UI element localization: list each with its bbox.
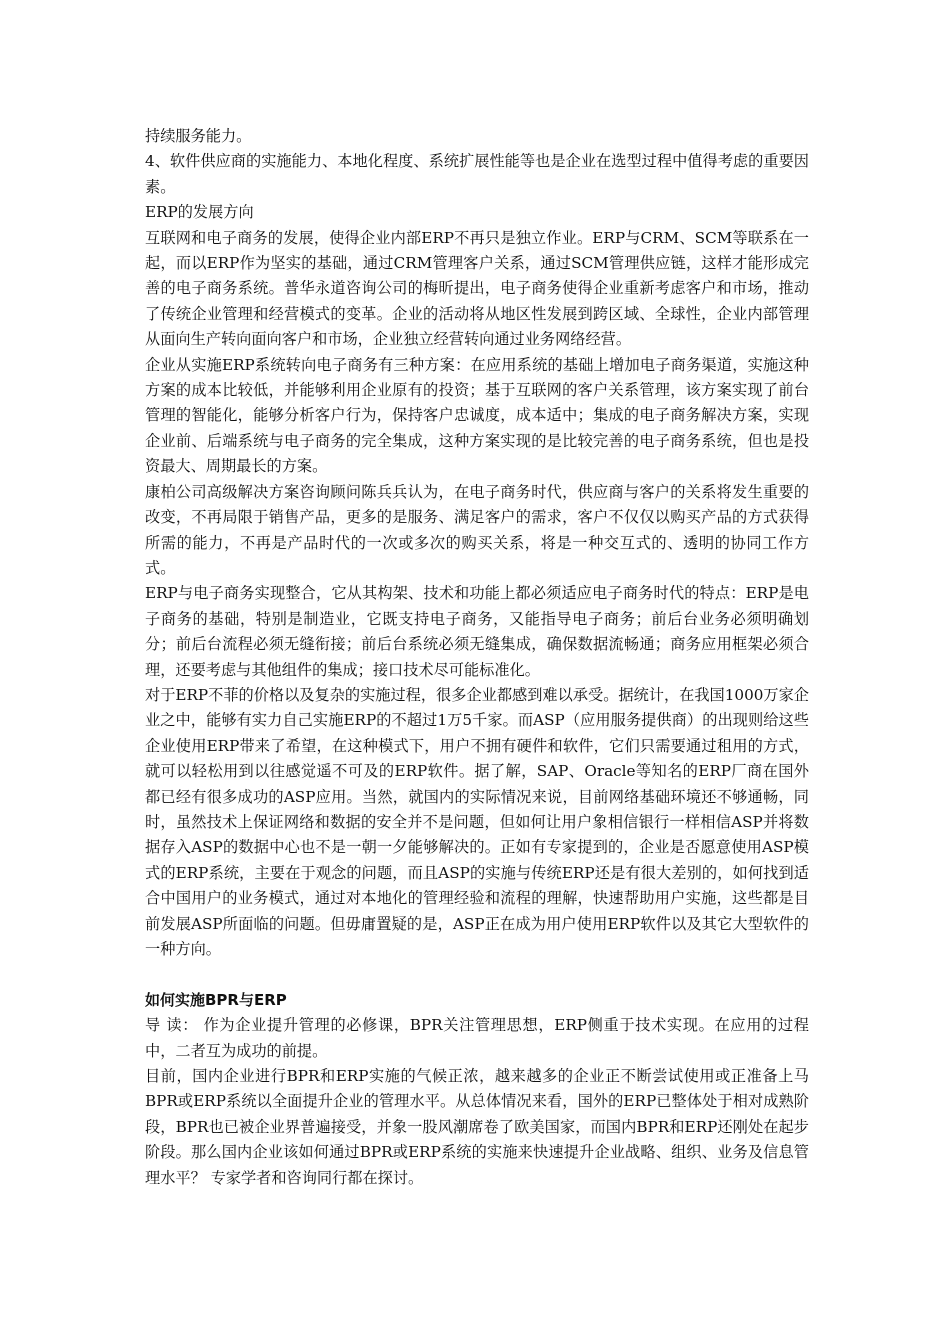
paragraph: 导 读： 作为企业提升管理的必修课，BPR关注管理思想，ERP侧重于技术实现。在应用的过程中，二者互为成功的前提。 (145, 1016, 809, 1060)
paragraph: ERP与电子商务实现整合，它从其构架、技术和功能上都必须适应电子商务时代的特点：ERP是电子商务的基础，特别是制造业，它既支持电子商务，又能指导电子商务；前后台业务必须明确划分；前后台流程必须无缝衔接；前后台系统必须无缝集成，确保数据流畅通；商务应用框架必须合理，还要考虑与其他组件的集成；接口技术尽可能标准化。 (145, 584, 809, 679)
blank-line (145, 962, 809, 987)
paragraph: 康柏公司高级解决方案咨询顾问陈兵兵认为，在电子商务时代，供应商与客户的关系将发生重要的改变，不再局限于销售产品，更多的是服务、满足客户的需求，客户不仅仅以购买产品的方式获得所需的能力，不再是产品时代的一次或多次的购买关系，将是一种交互式的、透明的协同工作方式。 (145, 482, 809, 577)
section-heading: ERP的发展方向 (145, 203, 254, 222)
document-page (145, 124, 809, 1191)
section-title: 如何实施BPR与ERP (145, 990, 287, 1009)
paragraph: 4、软件供应商的实施能力、本地化程度、系统扩展性能等也是企业在选型过程中值得考虑的重要因素。 (145, 152, 809, 196)
paragraph: 企业从实施ERP系统转向电子商务有三种方案：在应用系统的基础上增加电子商务渠道，实施这种方案的成本比较低，并能够利用企业原有的投资；基于互联网的客户关系管理，该方案实现了前台管理的智能化，能够分析客户行为，保持客户忠诚度，成本适中；集成的电子商务解决方案，实现企业前、后端系统与电子商务的完全集成，这种方案实现的是比较完善的电子商务系统，但也是投资最大、周期最长的方案。 (145, 355, 809, 476)
paragraph: 互联网和电子商务的发展，使得企业内部ERP不再只是独立作业。ERP与CRM、SCM等联系在一起，而以ERP作为坚实的基础，通过CRM管理客户关系，通过SCM管理供应链，这样才能形成完善的电子商务系统。普华永道咨询公司的梅昕提出，电子商务使得企业重新考虑客户和市场，推动了传统企业管理和经营模式的变革。企业的活动将从地区性发展到跨区域、全球性，企业内部管理从面向生产转向面向客户和市场，企业独立经营转向通过业务网络经营。 (145, 228, 809, 349)
paragraph: 对于ERP不菲的价格以及复杂的实施过程，很多企业都感到难以承受。据统计，在我国1000万家企业之中，能够有实力自己实施ERP的不超过1万5千家。而ASP（应用服务提供商）的出现则给这些企业使用ERP带来了希望，在这种模式下，用户不拥有硬件和软件，它们只需要通过租用的方式，就可以轻松用到以往感觉遥不可及的ERP软件。据了解，SAP、Oracle等知名的ERP厂商在国外都已经有很多成功的ASP应用。当然，就国内的实际情况来说，目前网络基础环境还不够通畅，同时，虽然技术上保证网络和数据的安全并不是问题，但如何让用户象相信银行一样相信ASP并将数据存入ASP的数据中心也不是一朝一夕能够解决的。正如有专家提到的，企业是否愿意使用ASP模式的ERP系统，主要在于观念的问题，而且ASP的实施与传统ERP还是有很大差别的，如何找到适合中国用户的业务模式，通过对本地化的管理经验和流程的理解，快速帮助用户实施，这些都是目前发展ASP所面临的问题。但毋庸置疑的是，ASP正在成为用户使用ERP软件以及其它大型软件的一种方向。 (145, 685, 809, 958)
paragraph: 持续服务能力。 (145, 127, 252, 145)
paragraph: 目前，国内企业进行BPR和ERP实施的气候正浓，越来越多的企业正不断尝试使用或正准备上马BPR或ERP系统以全面提升企业的管理水平。从总体情况来看，国外的ERP已整体处于相对成熟阶段，BPR也已被企业界普遍接受，并象一股风潮席卷了欧美国家，而国内BPR和ERP还刚处在起步阶段。那么国内企业该如何通过BPR或ERP系统的实施来快速提升企业战略、组织、业务及信息管理水平？ 专家学者和咨询同行都在探讨。 (145, 1067, 809, 1187)
